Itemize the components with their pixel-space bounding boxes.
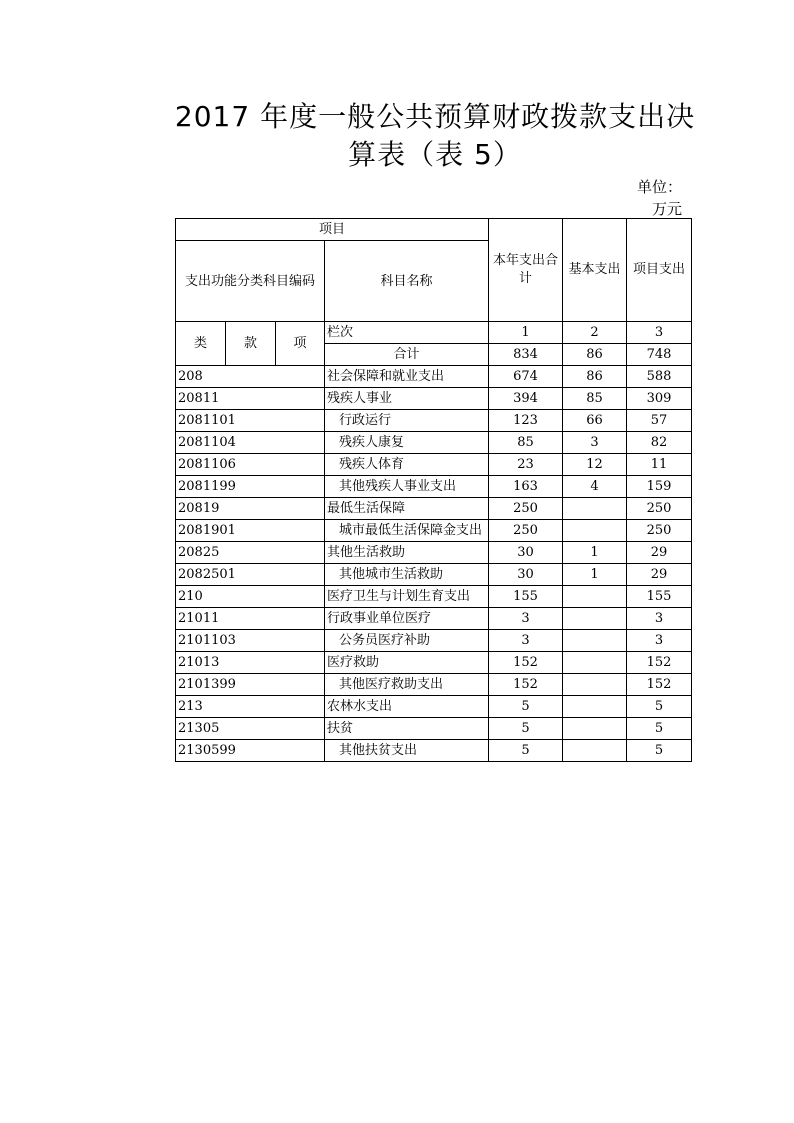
row-subject-name: 其他医疗救助支出 <box>325 674 489 696</box>
table-row <box>176 652 692 674</box>
row-project: 250 <box>627 498 692 520</box>
table-row <box>176 388 692 410</box>
row-project: 155 <box>627 586 692 608</box>
row-project: 11 <box>627 454 692 476</box>
row-code: 2082501 <box>176 564 325 586</box>
row-subject-name: 社会保障和就业支出 <box>325 366 489 388</box>
row-code: 2081101 <box>176 410 325 432</box>
column-index-3: 3 <box>627 322 692 344</box>
row-basic <box>563 608 627 630</box>
row-subject-name: 行政运行 <box>325 410 489 432</box>
column-index-label: 栏次 <box>325 322 489 344</box>
row-code: 21011 <box>176 608 325 630</box>
header-total: 本年支出合计 <box>489 219 563 322</box>
row-total: 152 <box>489 652 563 674</box>
row-project: 250 <box>627 520 692 542</box>
row-project: 152 <box>627 674 692 696</box>
row-code: 2081106 <box>176 454 325 476</box>
row-total: 5 <box>489 696 563 718</box>
row-subject-name: 扶贫 <box>325 718 489 740</box>
table-row <box>176 476 692 498</box>
sum-project: 748 <box>627 344 692 366</box>
row-basic: 86 <box>563 366 627 388</box>
row-subject-name: 其他城市生活救助 <box>325 564 489 586</box>
row-code: 208 <box>176 366 325 388</box>
header-kuan: 款 <box>226 322 276 366</box>
row-project: 5 <box>627 696 692 718</box>
row-total: 155 <box>489 586 563 608</box>
table-row <box>176 454 692 476</box>
row-total: 163 <box>489 476 563 498</box>
row-project: 57 <box>627 410 692 432</box>
budget-table <box>175 218 692 762</box>
table-row <box>176 586 692 608</box>
row-subject-name: 农林水支出 <box>325 696 489 718</box>
sum-total: 834 <box>489 344 563 366</box>
row-code: 2130599 <box>176 740 325 762</box>
row-basic <box>563 652 627 674</box>
row-code: 20819 <box>176 498 325 520</box>
header-project: 项目支出 <box>627 219 692 322</box>
title-line-1: 2017 年度一般公共预算财政拨款支出决 <box>174 100 696 133</box>
table-row <box>176 630 692 652</box>
row-total: 30 <box>489 542 563 564</box>
sum-label: 合计 <box>325 344 489 366</box>
table-row <box>176 432 692 454</box>
header-xiang: 项 <box>276 322 325 366</box>
header-subject-name: 科目名称 <box>325 241 489 322</box>
row-project: 5 <box>627 718 692 740</box>
row-subject-name: 医疗卫生与计划生育支出 <box>325 586 489 608</box>
row-total: 674 <box>489 366 563 388</box>
row-basic <box>563 718 627 740</box>
row-code: 2101103 <box>176 630 325 652</box>
table-row <box>176 674 692 696</box>
row-basic: 12 <box>563 454 627 476</box>
row-basic: 1 <box>563 542 627 564</box>
row-subject-name: 最低生活保障 <box>325 498 489 520</box>
row-total: 250 <box>489 520 563 542</box>
row-basic <box>563 498 627 520</box>
row-total: 250 <box>489 498 563 520</box>
table-row <box>176 718 692 740</box>
row-code: 21305 <box>176 718 325 740</box>
row-basic <box>563 674 627 696</box>
row-project: 29 <box>627 542 692 564</box>
row-subject-name: 城市最低生活保障金支出 <box>325 520 489 542</box>
row-subject-name: 其他残疾人事业支出 <box>325 476 489 498</box>
row-project: 159 <box>627 476 692 498</box>
table-row <box>176 542 692 564</box>
table-row <box>176 608 692 630</box>
row-subject-name: 残疾人事业 <box>325 388 489 410</box>
row-basic: 85 <box>563 388 627 410</box>
row-basic <box>563 520 627 542</box>
unit-line-2: 万元 <box>651 200 682 218</box>
row-project: 29 <box>627 564 692 586</box>
table-row <box>176 498 692 520</box>
row-subject-name: 公务员医疗补助 <box>325 630 489 652</box>
row-total: 3 <box>489 630 563 652</box>
row-code: 20825 <box>176 542 325 564</box>
row-total: 3 <box>489 608 563 630</box>
unit-label <box>622 176 682 220</box>
header-item: 项目 <box>176 219 489 241</box>
row-basic <box>563 630 627 652</box>
row-basic <box>563 696 627 718</box>
column-index-1: 1 <box>489 322 563 344</box>
row-subject-name: 其他扶贫支出 <box>325 740 489 762</box>
table-row <box>176 564 692 586</box>
unit-line-1: 单位： <box>636 178 682 196</box>
row-basic: 1 <box>563 564 627 586</box>
page-title <box>120 98 750 174</box>
header-basic: 基本支出 <box>563 219 627 322</box>
row-basic: 66 <box>563 410 627 432</box>
row-total: 394 <box>489 388 563 410</box>
row-basic <box>563 586 627 608</box>
row-basic: 4 <box>563 476 627 498</box>
table-row <box>176 366 692 388</box>
sum-basic: 86 <box>563 344 627 366</box>
table-row <box>176 410 692 432</box>
row-code: 2081199 <box>176 476 325 498</box>
row-total: 85 <box>489 432 563 454</box>
row-code: 2101399 <box>176 674 325 696</box>
row-subject-name: 残疾人康复 <box>325 432 489 454</box>
row-code: 2081901 <box>176 520 325 542</box>
row-total: 123 <box>489 410 563 432</box>
header-lei: 类 <box>176 322 226 366</box>
title-line-2: 算表（表 5） <box>348 138 522 171</box>
row-code: 2081104 <box>176 432 325 454</box>
column-index-2: 2 <box>563 322 627 344</box>
row-project: 3 <box>627 608 692 630</box>
header-code-group: 支出功能分类科目编码 <box>176 241 325 322</box>
row-project: 309 <box>627 388 692 410</box>
table-row <box>176 696 692 718</box>
row-project: 152 <box>627 652 692 674</box>
row-code: 210 <box>176 586 325 608</box>
row-basic: 3 <box>563 432 627 454</box>
row-project: 5 <box>627 740 692 762</box>
row-subject-name: 残疾人体育 <box>325 454 489 476</box>
row-total: 23 <box>489 454 563 476</box>
row-total: 5 <box>489 740 563 762</box>
row-project: 3 <box>627 630 692 652</box>
table-row <box>176 520 692 542</box>
row-total: 30 <box>489 564 563 586</box>
table-row <box>176 740 692 762</box>
row-subject-name: 其他生活救助 <box>325 542 489 564</box>
row-basic <box>563 740 627 762</box>
row-project: 82 <box>627 432 692 454</box>
row-code: 21013 <box>176 652 325 674</box>
row-total: 5 <box>489 718 563 740</box>
row-subject-name: 行政事业单位医疗 <box>325 608 489 630</box>
row-project: 588 <box>627 366 692 388</box>
row-total: 152 <box>489 674 563 696</box>
row-code: 213 <box>176 696 325 718</box>
row-code: 20811 <box>176 388 325 410</box>
row-subject-name: 医疗救助 <box>325 652 489 674</box>
